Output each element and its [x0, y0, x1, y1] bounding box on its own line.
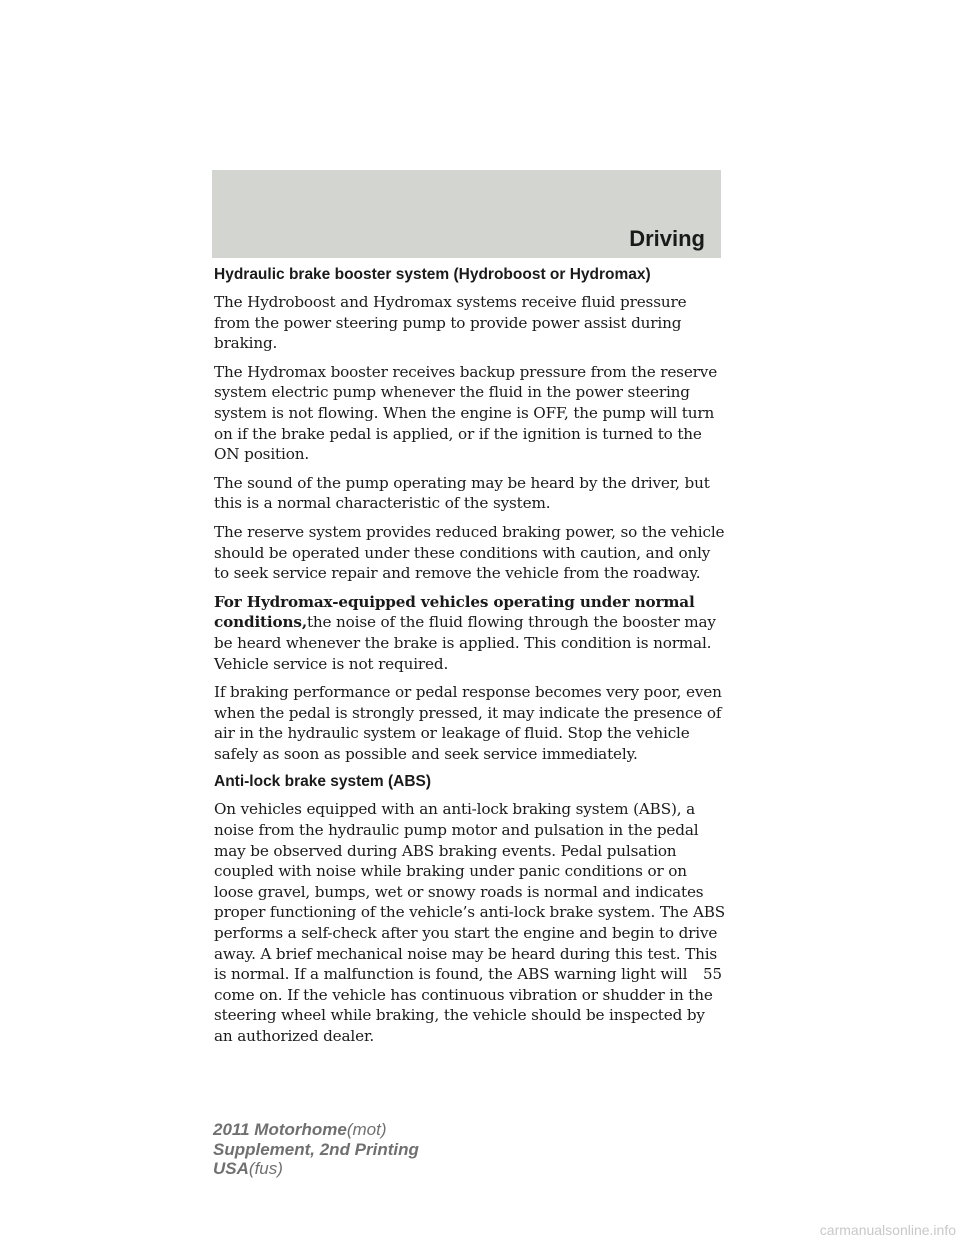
page-number: 55 [703, 965, 723, 983]
paragraph-hydromax-normal [214, 592, 726, 674]
footer-market: USA [213, 1159, 249, 1178]
section-heading-hydraulic-booster: Hydraulic brake booster system (Hydroboost or Hydromax) [214, 266, 651, 283]
bold-lead-text: For Hydromax-equipped vehicles operating under normal conditions, [214, 592, 695, 632]
paragraph: The Hydromax booster receives backup pressure from the reserve system electric pump whenever the fluid in the power steering system is not flowing. When the engine is OFF, the pump will turn on if the brake pedal is applied, or if the ignition is turned to the ON position. [214, 362, 718, 464]
paragraph: On vehicles equipped with an anti-lock braking system (ABS), a noise from the hydraulic pump motor and pulsation in the pedal may be observed during ABS braking events. Pedal pulsation coupled with noise while braking under panic conditions or on loose gravel, bumps, wet or snowy roads is normal and indicates proper functioning of the vehicle’s anti-lock brake system. The ABS performs a self-check after you start the engine and begin to drive away. A brief mechanical noise may be heard during this test. This is normal. If a malfunction is found, the ABS warning light will come on. If the vehicle has continuous vibration or shudder in the steering wheel while braking, the vehicle should be inspected by an authorized dealer. [214, 800, 726, 1045]
footer-line-printing [213, 1140, 419, 1160]
watermark: carmanualsonline.info [819, 1222, 956, 1238]
footer-line-model [213, 1120, 419, 1140]
footer-model-code: (mot) [346, 1120, 387, 1139]
paragraph: If braking performance or pedal response becomes very poor, even when the pedal is strongly pressed, it may indicate the presence of air in the hydraulic system or leakage of fluid. Stop the vehicle safely as soon as possible and seek service immediately. [214, 683, 722, 763]
page-content [214, 262, 726, 1055]
footer-printing: Supplement, 2nd Printing [213, 1139, 419, 1159]
paragraph: The Hydroboost and Hydromax systems receive fluid pressure from the power steering pump to provide power assist during braking. [214, 293, 687, 353]
section-heading-abs: Anti-lock brake system (ABS) [214, 773, 432, 791]
footer-market-code: (fus) [248, 1159, 283, 1178]
footer-model: 2011 Motorhome [213, 1120, 347, 1139]
paragraph-text: the noise of the fluid flowing through the booster may be heard whenever the brake is applied. This condition is normal. Vehicle service is not required. [214, 613, 716, 673]
document-footer [213, 1120, 419, 1179]
paragraph: The reserve system provides reduced braking power, so the vehicle should be operated under these conditions with caution, and only to seek service repair and remove the vehicle from the roadway. [214, 522, 725, 583]
paragraph: The sound of the pump operating may be heard by the driver, but this is a normal characteristic of the system. [214, 473, 710, 513]
section-title: Driving [629, 226, 705, 251]
footer-line-market [213, 1159, 419, 1179]
section-header-band [212, 170, 721, 258]
